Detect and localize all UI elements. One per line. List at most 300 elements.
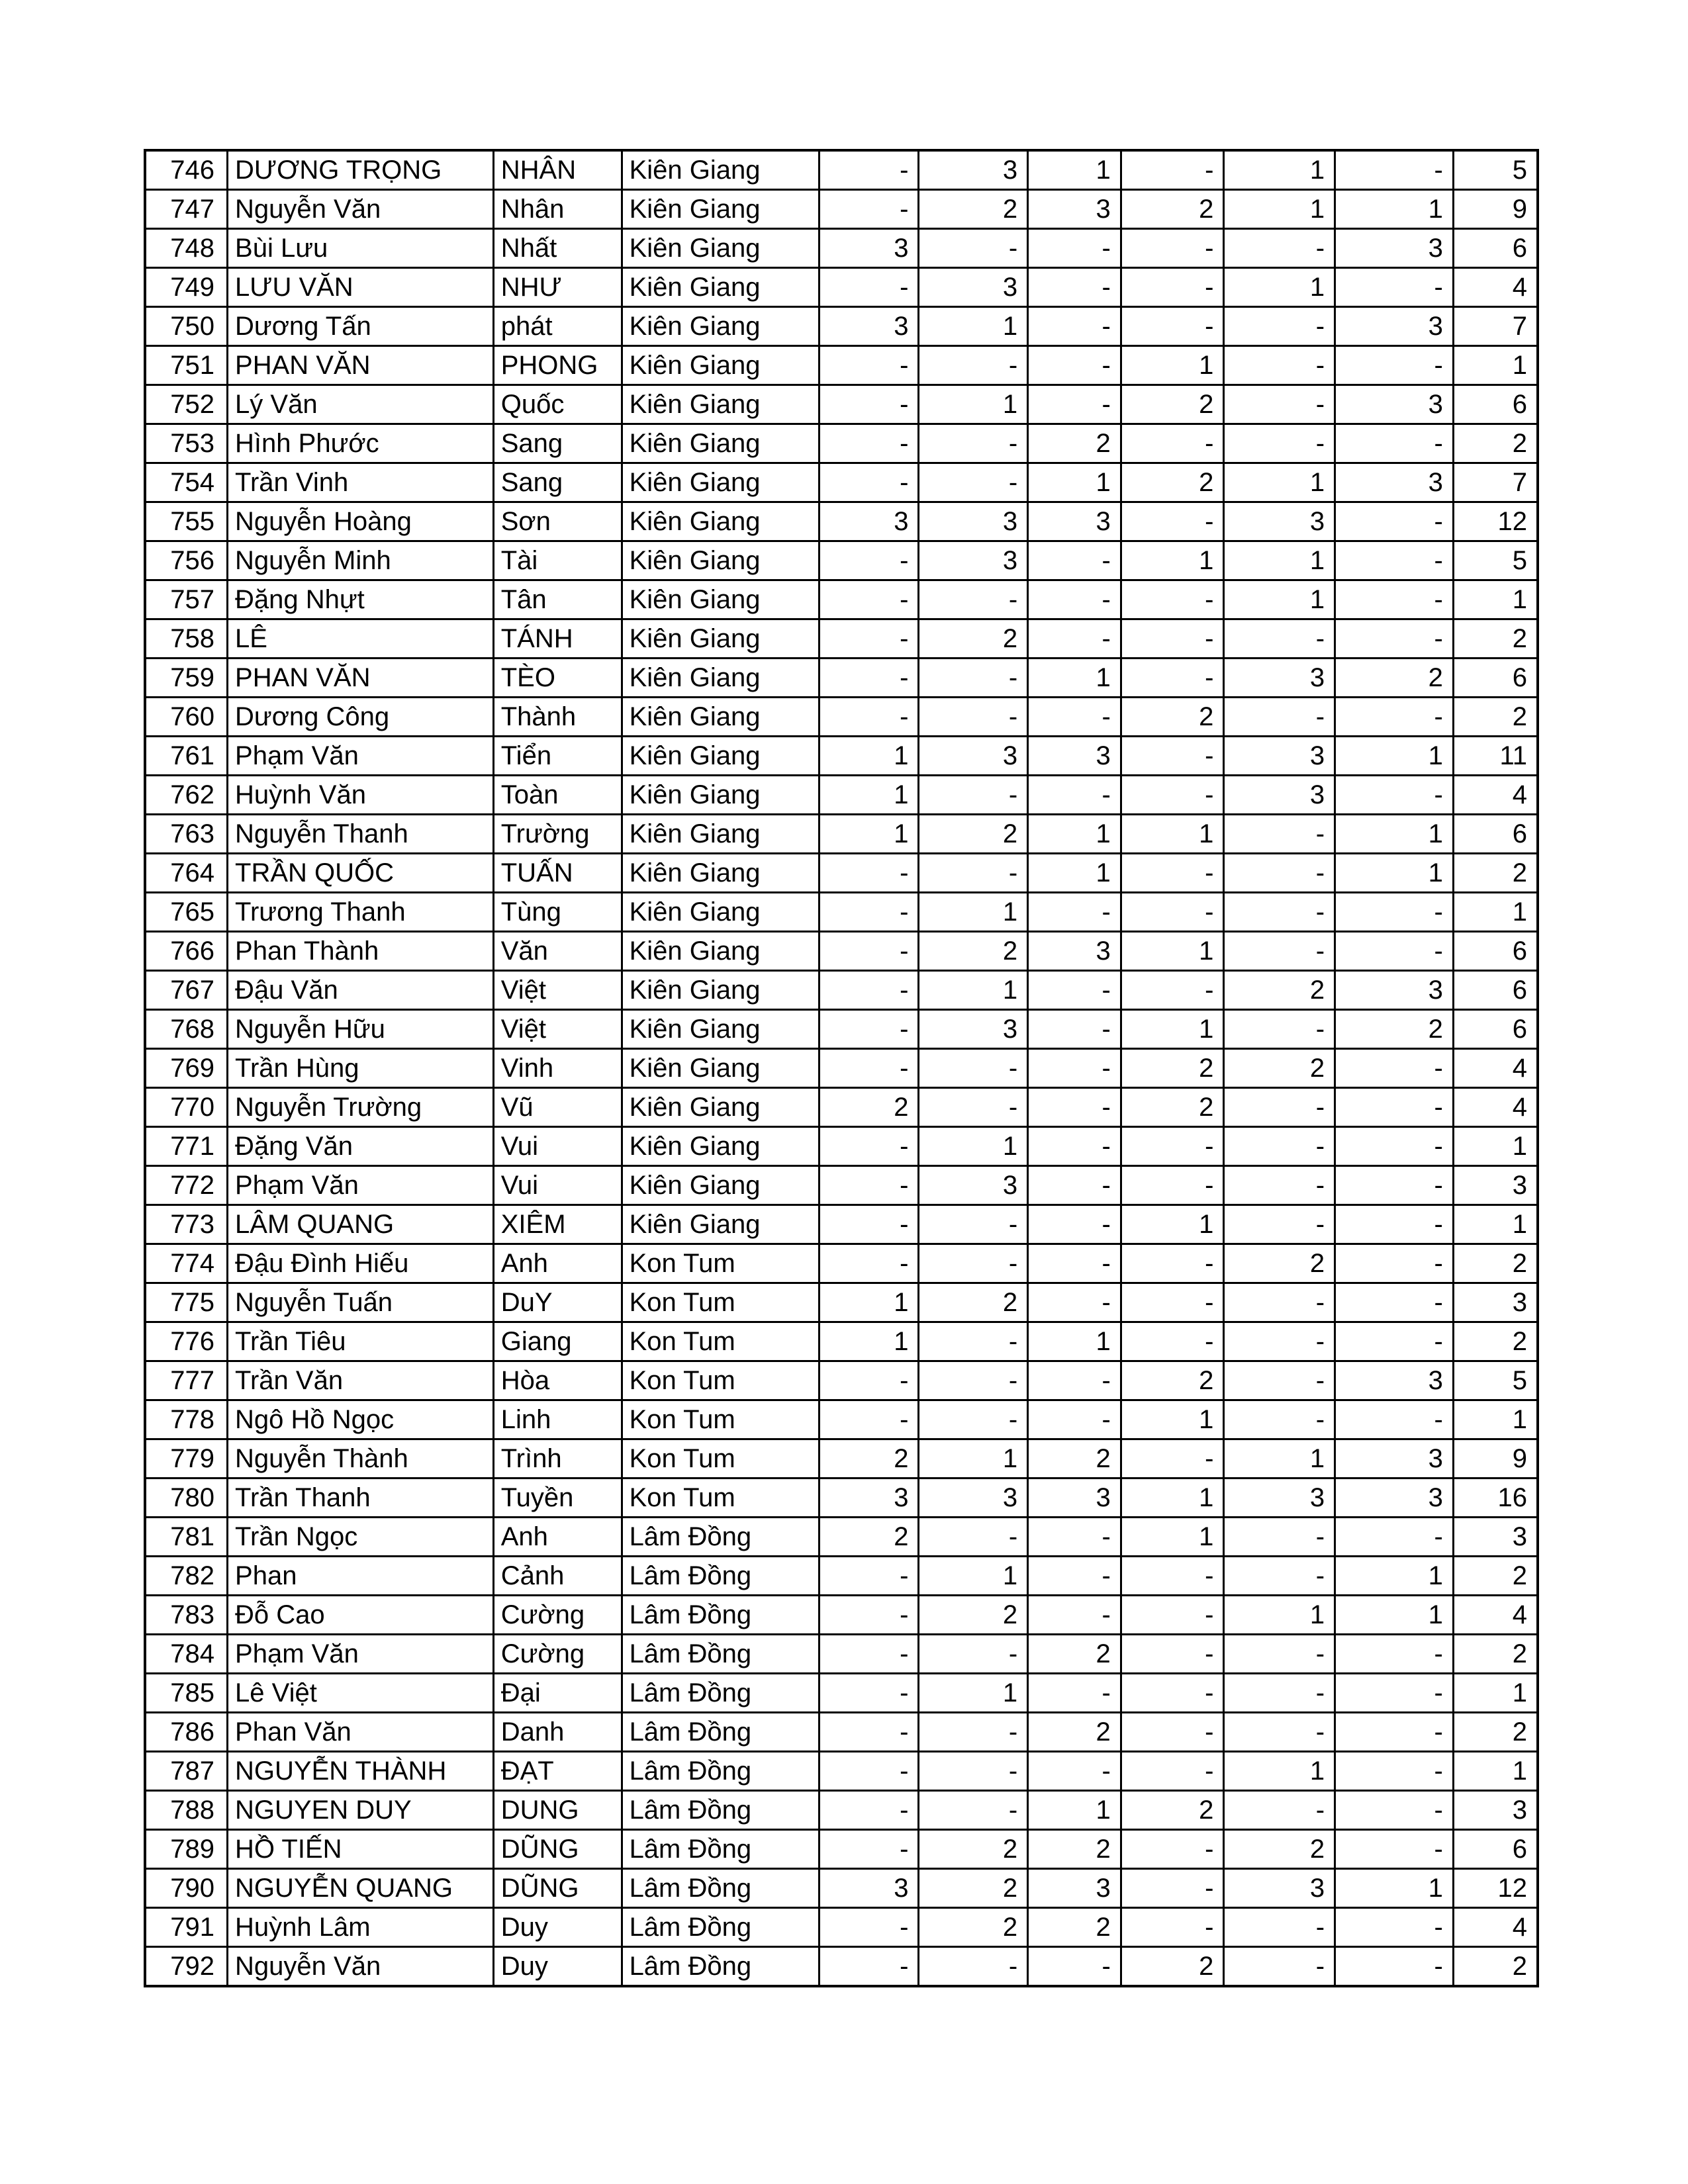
cell-score-4: - bbox=[1121, 1635, 1224, 1674]
cell-index: 762 bbox=[145, 776, 228, 815]
cell-score-3: 1 bbox=[1028, 659, 1121, 698]
table-row bbox=[145, 1869, 1538, 1908]
cell-score-6: - bbox=[1335, 580, 1454, 619]
cell-score-3: 3 bbox=[1028, 932, 1121, 971]
cell-score-2: 3 bbox=[919, 150, 1028, 190]
cell-score-4: 2 bbox=[1121, 1049, 1224, 1088]
cell-given-name: Duy bbox=[493, 1947, 622, 1987]
cell-score-3: - bbox=[1028, 229, 1121, 268]
cell-score-2: - bbox=[919, 1752, 1028, 1791]
table-row bbox=[145, 1205, 1538, 1244]
cell-score-5: - bbox=[1224, 346, 1335, 385]
cell-score-3: 3 bbox=[1028, 502, 1121, 541]
cell-score-6: 3 bbox=[1335, 463, 1454, 502]
cell-given-name: ĐẠT bbox=[493, 1752, 622, 1791]
cell-score-2: 1 bbox=[919, 971, 1028, 1010]
cell-score-1: - bbox=[819, 463, 919, 502]
cell-score-2: 2 bbox=[919, 1869, 1028, 1908]
table-row bbox=[145, 1322, 1538, 1361]
cell-score-1: - bbox=[819, 1947, 919, 1987]
cell-given-name: Anh bbox=[493, 1244, 622, 1283]
cell-score-6: - bbox=[1335, 1127, 1454, 1166]
cell-total: 9 bbox=[1453, 1439, 1538, 1479]
table-row bbox=[145, 1947, 1538, 1987]
cell-province: Kiên Giang bbox=[622, 190, 819, 229]
cell-score-1: 3 bbox=[819, 1869, 919, 1908]
cell-score-4: - bbox=[1121, 424, 1224, 463]
cell-total: 6 bbox=[1453, 1830, 1538, 1869]
cell-index: 781 bbox=[145, 1518, 228, 1557]
cell-score-5: - bbox=[1224, 815, 1335, 854]
cell-score-4: 2 bbox=[1121, 1947, 1224, 1987]
cell-family-name: Phạm Văn bbox=[228, 737, 494, 776]
cell-score-2: - bbox=[919, 1635, 1028, 1674]
cell-score-2: - bbox=[919, 1791, 1028, 1830]
cell-province: Kon Tum bbox=[622, 1244, 819, 1283]
cell-score-4: 2 bbox=[1121, 385, 1224, 424]
cell-province: Kon Tum bbox=[622, 1479, 819, 1518]
cell-score-4: - bbox=[1121, 1674, 1224, 1713]
cell-score-6: - bbox=[1335, 346, 1454, 385]
cell-score-4: - bbox=[1121, 1713, 1224, 1752]
cell-index: 750 bbox=[145, 307, 228, 346]
cell-score-2: 2 bbox=[919, 1596, 1028, 1635]
cell-family-name: Đỗ Cao bbox=[228, 1596, 494, 1635]
cell-family-name: LÊ bbox=[228, 619, 494, 659]
cell-score-5: 1 bbox=[1224, 190, 1335, 229]
cell-score-6: 2 bbox=[1335, 659, 1454, 698]
cell-province: Lâm Đồng bbox=[622, 1752, 819, 1791]
cell-total: 6 bbox=[1453, 385, 1538, 424]
cell-score-2: - bbox=[919, 776, 1028, 815]
cell-given-name: TUẤN bbox=[493, 854, 622, 893]
cell-score-1: - bbox=[819, 619, 919, 659]
cell-total: 1 bbox=[1453, 1674, 1538, 1713]
table-row bbox=[145, 1557, 1538, 1596]
cell-total: 3 bbox=[1453, 1518, 1538, 1557]
table-row bbox=[145, 1166, 1538, 1205]
cell-index: 752 bbox=[145, 385, 228, 424]
cell-score-4: - bbox=[1121, 1557, 1224, 1596]
cell-score-4: 1 bbox=[1121, 932, 1224, 971]
cell-score-2: 1 bbox=[919, 1439, 1028, 1479]
cell-total: 2 bbox=[1453, 854, 1538, 893]
cell-score-5: - bbox=[1224, 1127, 1335, 1166]
cell-score-5: - bbox=[1224, 1791, 1335, 1830]
table-row bbox=[145, 190, 1538, 229]
cell-score-2: 1 bbox=[919, 893, 1028, 932]
cell-total: 12 bbox=[1453, 1869, 1538, 1908]
cell-score-2: 1 bbox=[919, 1557, 1028, 1596]
cell-province: Kiên Giang bbox=[622, 541, 819, 580]
cell-score-4: - bbox=[1121, 776, 1224, 815]
cell-family-name: Nguyễn Hoàng bbox=[228, 502, 494, 541]
cell-score-6: - bbox=[1335, 1947, 1454, 1987]
cell-province: Kiên Giang bbox=[622, 1088, 819, 1127]
cell-score-4: - bbox=[1121, 268, 1224, 307]
cell-score-6: 3 bbox=[1335, 1361, 1454, 1400]
cell-score-3: - bbox=[1028, 776, 1121, 815]
cell-total: 2 bbox=[1453, 1635, 1538, 1674]
cell-total: 1 bbox=[1453, 346, 1538, 385]
cell-score-2: 3 bbox=[919, 268, 1028, 307]
cell-score-1: - bbox=[819, 385, 919, 424]
cell-score-1: - bbox=[819, 1713, 919, 1752]
table-row bbox=[145, 1635, 1538, 1674]
cell-score-4: - bbox=[1121, 619, 1224, 659]
cell-score-4: - bbox=[1121, 1322, 1224, 1361]
cell-province: Kiên Giang bbox=[622, 698, 819, 737]
cell-score-3: - bbox=[1028, 1596, 1121, 1635]
cell-province: Kiên Giang bbox=[622, 307, 819, 346]
table-row bbox=[145, 385, 1538, 424]
table-row bbox=[145, 346, 1538, 385]
cell-province: Kiên Giang bbox=[622, 268, 819, 307]
cell-score-6: 1 bbox=[1335, 1557, 1454, 1596]
cell-index: 786 bbox=[145, 1713, 228, 1752]
table-row bbox=[145, 1049, 1538, 1088]
cell-score-6: - bbox=[1335, 893, 1454, 932]
cell-score-1: - bbox=[819, 932, 919, 971]
table-row bbox=[145, 1908, 1538, 1947]
cell-score-4: 1 bbox=[1121, 815, 1224, 854]
cell-score-6: - bbox=[1335, 541, 1454, 580]
cell-province: Kiên Giang bbox=[622, 385, 819, 424]
cell-index: 792 bbox=[145, 1947, 228, 1987]
cell-score-4: - bbox=[1121, 1127, 1224, 1166]
cell-family-name: Phạm Văn bbox=[228, 1166, 494, 1205]
cell-score-5: 3 bbox=[1224, 659, 1335, 698]
cell-score-5: 1 bbox=[1224, 1596, 1335, 1635]
table-row bbox=[145, 1244, 1538, 1283]
cell-score-3: 2 bbox=[1028, 1908, 1121, 1947]
cell-family-name: DƯƠNG TRỌNG bbox=[228, 150, 494, 190]
cell-score-1: 1 bbox=[819, 1322, 919, 1361]
cell-index: 765 bbox=[145, 893, 228, 932]
cell-score-6: - bbox=[1335, 1283, 1454, 1322]
cell-score-4: - bbox=[1121, 1596, 1224, 1635]
cell-index: 777 bbox=[145, 1361, 228, 1400]
cell-family-name: NGUYỄN QUANG bbox=[228, 1869, 494, 1908]
cell-given-name: Duy bbox=[493, 1908, 622, 1947]
cell-family-name: Nguyễn Tuấn bbox=[228, 1283, 494, 1322]
cell-score-1: - bbox=[819, 893, 919, 932]
cell-score-1: - bbox=[819, 190, 919, 229]
table-row bbox=[145, 229, 1538, 268]
cell-score-1: 2 bbox=[819, 1439, 919, 1479]
cell-given-name: Vũ bbox=[493, 1088, 622, 1127]
cell-index: 760 bbox=[145, 698, 228, 737]
cell-province: Lâm Đồng bbox=[622, 1596, 819, 1635]
cell-score-2: 3 bbox=[919, 1010, 1028, 1049]
cell-score-4: - bbox=[1121, 1166, 1224, 1205]
cell-score-3: - bbox=[1028, 580, 1121, 619]
cell-total: 2 bbox=[1453, 698, 1538, 737]
cell-score-6: 3 bbox=[1335, 1479, 1454, 1518]
cell-score-4: - bbox=[1121, 1752, 1224, 1791]
cell-index: 774 bbox=[145, 1244, 228, 1283]
cell-score-2: 3 bbox=[919, 502, 1028, 541]
cell-score-2: - bbox=[919, 346, 1028, 385]
cell-score-5: - bbox=[1224, 893, 1335, 932]
cell-score-3: - bbox=[1028, 346, 1121, 385]
cell-total: 4 bbox=[1453, 1908, 1538, 1947]
cell-score-3: - bbox=[1028, 307, 1121, 346]
table-row bbox=[145, 932, 1538, 971]
table-row bbox=[145, 150, 1538, 190]
cell-score-4: 1 bbox=[1121, 1205, 1224, 1244]
cell-score-2: - bbox=[919, 229, 1028, 268]
cell-score-4: - bbox=[1121, 307, 1224, 346]
cell-score-5: - bbox=[1224, 854, 1335, 893]
cell-score-6: - bbox=[1335, 1518, 1454, 1557]
cell-score-6: 1 bbox=[1335, 1596, 1454, 1635]
cell-score-2: - bbox=[919, 1049, 1028, 1088]
cell-score-4: - bbox=[1121, 1908, 1224, 1947]
cell-score-6: - bbox=[1335, 619, 1454, 659]
cell-score-3: - bbox=[1028, 1400, 1121, 1439]
cell-total: 1 bbox=[1453, 1400, 1538, 1439]
cell-score-5: 3 bbox=[1224, 502, 1335, 541]
cell-given-name: Tiển bbox=[493, 737, 622, 776]
table-row bbox=[145, 1439, 1538, 1479]
cell-score-2: 1 bbox=[919, 1127, 1028, 1166]
cell-province: Kon Tum bbox=[622, 1400, 819, 1439]
table-row bbox=[145, 1674, 1538, 1713]
cell-given-name: Giang bbox=[493, 1322, 622, 1361]
table-row bbox=[145, 1127, 1538, 1166]
table-row bbox=[145, 1596, 1538, 1635]
cell-score-1: - bbox=[819, 1674, 919, 1713]
cell-index: 766 bbox=[145, 932, 228, 971]
cell-family-name: PHAN VĂN bbox=[228, 659, 494, 698]
cell-score-6: - bbox=[1335, 698, 1454, 737]
cell-score-3: - bbox=[1028, 1361, 1121, 1400]
cell-score-2: 1 bbox=[919, 1674, 1028, 1713]
cell-score-4: - bbox=[1121, 737, 1224, 776]
cell-score-2: - bbox=[919, 1244, 1028, 1283]
cell-score-1: 1 bbox=[819, 815, 919, 854]
cell-total: 6 bbox=[1453, 1010, 1538, 1049]
cell-score-2: - bbox=[919, 1322, 1028, 1361]
cell-given-name: Nhân bbox=[493, 190, 622, 229]
cell-given-name: XIÊM bbox=[493, 1205, 622, 1244]
cell-score-5: - bbox=[1224, 1713, 1335, 1752]
cell-score-3: - bbox=[1028, 1127, 1121, 1166]
cell-score-6: 3 bbox=[1335, 229, 1454, 268]
table-row bbox=[145, 541, 1538, 580]
cell-province: Kiên Giang bbox=[622, 463, 819, 502]
cell-score-6: - bbox=[1335, 1830, 1454, 1869]
cell-score-6: - bbox=[1335, 1166, 1454, 1205]
cell-score-5: 3 bbox=[1224, 776, 1335, 815]
cell-province: Kiên Giang bbox=[622, 854, 819, 893]
cell-score-4: - bbox=[1121, 229, 1224, 268]
cell-given-name: Văn bbox=[493, 932, 622, 971]
cell-score-3: 3 bbox=[1028, 1479, 1121, 1518]
cell-score-5: - bbox=[1224, 229, 1335, 268]
table-row bbox=[145, 854, 1538, 893]
cell-score-2: - bbox=[919, 1088, 1028, 1127]
cell-score-5: 1 bbox=[1224, 1752, 1335, 1791]
cell-index: 773 bbox=[145, 1205, 228, 1244]
table-body bbox=[145, 150, 1538, 1986]
cell-score-1: - bbox=[819, 1166, 919, 1205]
cell-score-5: 1 bbox=[1224, 1439, 1335, 1479]
cell-score-5: - bbox=[1224, 1322, 1335, 1361]
cell-given-name: Cường bbox=[493, 1596, 622, 1635]
cell-index: 791 bbox=[145, 1908, 228, 1947]
cell-province: Kiên Giang bbox=[622, 229, 819, 268]
cell-family-name: Lý Văn bbox=[228, 385, 494, 424]
cell-score-1: 1 bbox=[819, 1283, 919, 1322]
cell-score-4: 2 bbox=[1121, 1361, 1224, 1400]
cell-family-name: Huỳnh Lâm bbox=[228, 1908, 494, 1947]
cell-score-5: 1 bbox=[1224, 463, 1335, 502]
cell-province: Lâm Đồng bbox=[622, 1791, 819, 1830]
cell-given-name: NHÂN bbox=[493, 150, 622, 190]
cell-family-name: Nguyễn Văn bbox=[228, 1947, 494, 1987]
cell-score-3: 1 bbox=[1028, 1322, 1121, 1361]
cell-total: 4 bbox=[1453, 1049, 1538, 1088]
cell-family-name: Trương Thanh bbox=[228, 893, 494, 932]
cell-index: 785 bbox=[145, 1674, 228, 1713]
cell-score-2: - bbox=[919, 659, 1028, 698]
cell-score-1: - bbox=[819, 541, 919, 580]
cell-index: 789 bbox=[145, 1830, 228, 1869]
cell-given-name: PHONG bbox=[493, 346, 622, 385]
cell-total: 1 bbox=[1453, 1752, 1538, 1791]
cell-given-name: Việt bbox=[493, 1010, 622, 1049]
cell-given-name: Tân bbox=[493, 580, 622, 619]
cell-given-name: Tùng bbox=[493, 893, 622, 932]
cell-total: 5 bbox=[1453, 541, 1538, 580]
cell-family-name: LÂM QUANG bbox=[228, 1205, 494, 1244]
cell-score-1: - bbox=[819, 268, 919, 307]
cell-province: Kiên Giang bbox=[622, 815, 819, 854]
cell-score-3: - bbox=[1028, 971, 1121, 1010]
cell-given-name: Trường bbox=[493, 815, 622, 854]
table-row bbox=[145, 659, 1538, 698]
cell-family-name: Phạm Văn bbox=[228, 1635, 494, 1674]
cell-score-2: 2 bbox=[919, 1908, 1028, 1947]
cell-score-4: 2 bbox=[1121, 698, 1224, 737]
cell-given-name: Vinh bbox=[493, 1049, 622, 1088]
cell-given-name: Anh bbox=[493, 1518, 622, 1557]
cell-score-1: - bbox=[819, 971, 919, 1010]
cell-score-2: - bbox=[919, 1947, 1028, 1987]
cell-province: Kon Tum bbox=[622, 1322, 819, 1361]
cell-index: 768 bbox=[145, 1010, 228, 1049]
cell-score-6: - bbox=[1335, 268, 1454, 307]
cell-family-name: Đậu Văn bbox=[228, 971, 494, 1010]
cell-family-name: PHAN VĂN bbox=[228, 346, 494, 385]
cell-index: 754 bbox=[145, 463, 228, 502]
cell-score-4: - bbox=[1121, 854, 1224, 893]
cell-index: 771 bbox=[145, 1127, 228, 1166]
cell-score-2: - bbox=[919, 1518, 1028, 1557]
table-row bbox=[145, 893, 1538, 932]
cell-score-4: 1 bbox=[1121, 1010, 1224, 1049]
cell-total: 2 bbox=[1453, 1947, 1538, 1987]
cell-score-4: 1 bbox=[1121, 346, 1224, 385]
cell-province: Lâm Đồng bbox=[622, 1674, 819, 1713]
cell-score-5: - bbox=[1224, 1088, 1335, 1127]
cell-total: 2 bbox=[1453, 619, 1538, 659]
cell-score-5: - bbox=[1224, 1010, 1335, 1049]
cell-province: Kiên Giang bbox=[622, 893, 819, 932]
cell-score-5: - bbox=[1224, 1400, 1335, 1439]
cell-total: 4 bbox=[1453, 268, 1538, 307]
cell-given-name: Thành bbox=[493, 698, 622, 737]
cell-province: Kiên Giang bbox=[622, 659, 819, 698]
cell-index: 755 bbox=[145, 502, 228, 541]
cell-score-2: 2 bbox=[919, 815, 1028, 854]
cell-total: 3 bbox=[1453, 1283, 1538, 1322]
cell-index: 779 bbox=[145, 1439, 228, 1479]
cell-score-4: 2 bbox=[1121, 1791, 1224, 1830]
cell-given-name: Đại bbox=[493, 1674, 622, 1713]
cell-score-5: - bbox=[1224, 1674, 1335, 1713]
cell-score-1: - bbox=[819, 1596, 919, 1635]
cell-index: 756 bbox=[145, 541, 228, 580]
table-row bbox=[145, 268, 1538, 307]
cell-score-3: - bbox=[1028, 1244, 1121, 1283]
table-row bbox=[145, 1713, 1538, 1752]
cell-score-1: - bbox=[819, 1127, 919, 1166]
cell-score-4: - bbox=[1121, 1439, 1224, 1479]
cell-total: 11 bbox=[1453, 737, 1538, 776]
cell-total: 2 bbox=[1453, 1322, 1538, 1361]
cell-given-name: Hòa bbox=[493, 1361, 622, 1400]
cell-score-6: - bbox=[1335, 1049, 1454, 1088]
cell-family-name: Nguyễn Thanh bbox=[228, 815, 494, 854]
cell-family-name: Phan bbox=[228, 1557, 494, 1596]
cell-score-3: - bbox=[1028, 698, 1121, 737]
cell-score-5: 2 bbox=[1224, 1244, 1335, 1283]
cell-index: 746 bbox=[145, 150, 228, 190]
cell-score-3: - bbox=[1028, 1557, 1121, 1596]
cell-score-5: 3 bbox=[1224, 737, 1335, 776]
cell-score-2: - bbox=[919, 1361, 1028, 1400]
cell-index: 767 bbox=[145, 971, 228, 1010]
cell-score-3: 2 bbox=[1028, 1830, 1121, 1869]
cell-index: 749 bbox=[145, 268, 228, 307]
cell-score-2: - bbox=[919, 1205, 1028, 1244]
cell-score-3: 1 bbox=[1028, 463, 1121, 502]
table-row bbox=[145, 463, 1538, 502]
cell-score-5: 1 bbox=[1224, 541, 1335, 580]
cell-score-3: 1 bbox=[1028, 815, 1121, 854]
cell-score-6: 1 bbox=[1335, 1869, 1454, 1908]
cell-family-name: Phan Thành bbox=[228, 932, 494, 971]
cell-score-1: 1 bbox=[819, 737, 919, 776]
cell-score-1: - bbox=[819, 1205, 919, 1244]
cell-given-name: Toàn bbox=[493, 776, 622, 815]
cell-province: Kiên Giang bbox=[622, 502, 819, 541]
cell-index: 758 bbox=[145, 619, 228, 659]
cell-score-4: - bbox=[1121, 150, 1224, 190]
cell-index: 784 bbox=[145, 1635, 228, 1674]
cell-score-6: - bbox=[1335, 1713, 1454, 1752]
cell-score-3: - bbox=[1028, 1283, 1121, 1322]
table-row bbox=[145, 698, 1538, 737]
cell-index: 764 bbox=[145, 854, 228, 893]
table-row bbox=[145, 1479, 1538, 1518]
cell-score-2: 2 bbox=[919, 932, 1028, 971]
cell-score-1: - bbox=[819, 346, 919, 385]
cell-index: 759 bbox=[145, 659, 228, 698]
